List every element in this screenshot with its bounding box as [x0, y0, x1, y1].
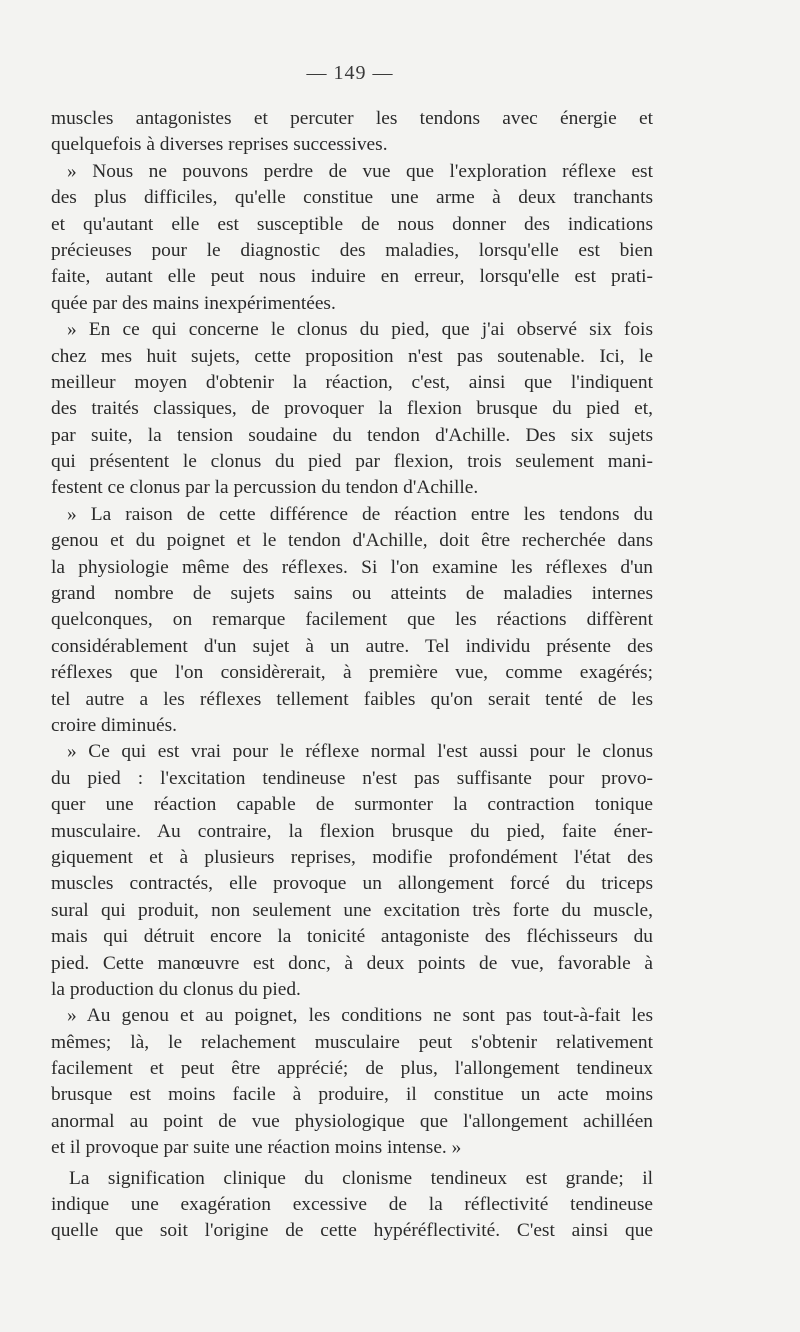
text-line: quer une réaction capable de surmonter la contraction tonique [51, 794, 653, 816]
text-line: croire diminués. [51, 714, 178, 736]
text-line: faite, autant elle peut nous induire en erreur, lorsqu'elle est prati- [51, 266, 653, 288]
body-text [51, 106, 653, 1245]
text-line: tel autre a les réflexes tellement faibles qu'on serait tenté de les [51, 688, 653, 710]
text-line: giquement et à plusieurs reprises, modifie profondément l'état des [51, 846, 653, 868]
text-line: quelquefois à diverses reprises successives. [51, 134, 388, 156]
text-line: mêmes; là, le relachement musculaire peut s'obtenir relativement [51, 1031, 653, 1053]
text-line: quée par des mains inexpérimentées. [51, 292, 336, 314]
text-line: » Ce qui est vrai pour le réflexe normal l'est aussi pour le clonus [67, 741, 653, 763]
text-line: chez mes huit sujets, cette proposition n'est pas soutenable. Ici, le [51, 345, 653, 367]
text-line: pied. Cette manœuvre est donc, à deux points de vue, favorable à [51, 952, 653, 974]
text-line: » Nous ne pouvons perdre de vue que l'exploration réflexe est [67, 160, 653, 182]
page-number: — 149 — [306, 62, 394, 84]
text-line: anormal au point de vue physiologique que l'allongement achilléen [51, 1110, 653, 1132]
text-line: par suite, la tension soudaine du tendon d'Achille. Des six sujets [51, 424, 653, 446]
text-line: réflexes que l'on considèrerait, à première vue, comme exagérés; [51, 662, 653, 684]
text-line: genou et du poignet et le tendon d'Achille, doit être recherchée dans [51, 530, 653, 552]
text-line: la production du clonus du pied. [51, 978, 301, 1000]
text-line: du pied : l'excitation tendineuse n'est pas suffisante pour provo- [51, 767, 653, 789]
text-line: la physiologie même des réflexes. Si l'on examine les réflexes d'un [51, 556, 653, 578]
text-line: mais qui détruit encore la tonicité antagoniste des fléchisseurs du [51, 926, 653, 948]
text-line: quelconques, on remarque facilement que les réactions diffèrent [51, 609, 653, 631]
text-line: des plus difficiles, qu'elle constitue une arme à deux tranchants [51, 187, 653, 209]
text-line: qui présentent le clonus du pied par flexion, trois seulement mani- [51, 451, 653, 473]
text-line: meilleur moyen d'obtenir la réaction, c'est, ainsi que l'indiquent [51, 371, 653, 393]
text-line: » Au genou et au poignet, les conditions ne sont pas tout-à-fait les [67, 1005, 653, 1027]
text-line: indique une exagération excessive de la réflectivité tendineuse [51, 1194, 653, 1216]
text-line: muscles antagonistes et percuter les tendons avec énergie et [51, 108, 653, 129]
text-line: sural qui produit, non seulement une excitation très forte du muscle, [51, 899, 653, 921]
text-line: précieuses pour le diagnostic des maladies, lorsqu'elle est bien [51, 239, 653, 261]
text-line: considérablement d'un sujet à un autre. Tel individu présente des [51, 635, 653, 657]
text-line: et il provoque par suite une réaction moins intense. » [51, 1137, 462, 1159]
text-line: festent ce clonus par la percussion du tendon d'Achille. [51, 477, 479, 499]
text-line: et qu'autant elle est susceptible de nous donner des indications [51, 213, 653, 235]
text-line: des traités classiques, de provoquer la flexion brusque du pied et, [51, 398, 653, 420]
text-line: La signification clinique du clonisme tendineux est grande; il [69, 1167, 653, 1189]
text-line: grand nombre de sujets sains ou atteints de maladies internes [51, 583, 653, 605]
text-line: » La raison de cette différence de réaction entre les tendons du [67, 503, 653, 525]
text-line: facilement et peut être apprécié; de plus, l'allongement tendineux [51, 1058, 653, 1080]
text-line: quelle que soit l'origine de cette hypéréflectivité. C'est ainsi que [51, 1220, 653, 1242]
text-line: muscles contractés, elle provoque un allongement forcé du triceps [51, 873, 653, 895]
text-line: musculaire. Au contraire, la flexion brusque du pied, faite éner- [51, 820, 653, 842]
text-line: » En ce qui concerne le clonus du pied, que j'ai observé six fois [67, 319, 653, 341]
text-line: brusque est moins facile à produire, il constitue un acte moins [51, 1084, 653, 1106]
